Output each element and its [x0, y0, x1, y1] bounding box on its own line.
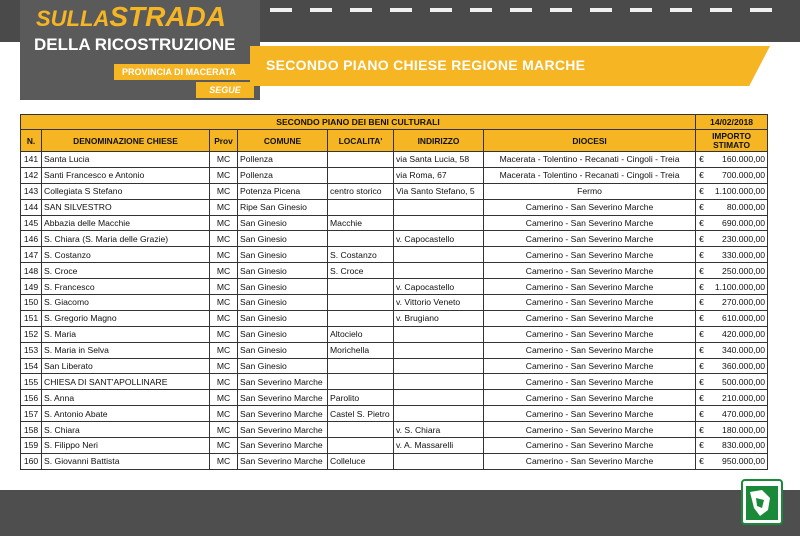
cell-indirizzo — [394, 406, 484, 422]
importo-value: 80.000,00 — [726, 202, 766, 213]
cell-importo — [696, 358, 768, 374]
cell-n: 149 — [21, 279, 42, 295]
churches-table — [20, 114, 768, 470]
table-row — [21, 453, 768, 469]
cell-diocesi: Camerino - San Severino Marche — [484, 326, 696, 342]
road-dash — [470, 8, 492, 12]
currency-symbol: € — [699, 154, 704, 165]
cell-indirizzo: Via Santo Stefano, 5 — [394, 183, 484, 199]
cell-diocesi: Fermo — [484, 183, 696, 199]
cell-prov: MC — [210, 279, 238, 295]
cell-comune: Pollenza — [238, 167, 328, 183]
road-dash — [630, 8, 652, 12]
cell-localita — [328, 167, 394, 183]
cell-denominazione: S. Maria in Selva — [42, 342, 210, 358]
table-row — [21, 152, 768, 168]
cell-indirizzo — [394, 247, 484, 263]
cell-n: 154 — [21, 358, 42, 374]
cell-indirizzo — [394, 390, 484, 406]
cell-indirizzo: v. A. Massarelli — [394, 438, 484, 454]
cell-importo — [696, 167, 768, 183]
cell-indirizzo: v. Brugiano — [394, 310, 484, 326]
cell-localita — [328, 438, 394, 454]
cell-comune: San Ginesio — [238, 247, 328, 263]
cell-indirizzo — [394, 358, 484, 374]
col-header-n: N. — [21, 130, 42, 152]
cell-n: 157 — [21, 406, 42, 422]
cell-comune: San Ginesio — [238, 215, 328, 231]
cell-prov: MC — [210, 406, 238, 422]
road-dash — [670, 8, 692, 12]
importo-value: 330.000,00 — [722, 249, 766, 260]
col-header-comune: COMUNE — [238, 130, 328, 152]
cell-localita: centro storico — [328, 183, 394, 199]
importo-value: 1.100.000,00 — [714, 186, 766, 197]
cell-diocesi: Macerata - Tolentino - Recanati - Cingoli - Treia — [484, 167, 696, 183]
cell-denominazione: S. Gregorio Magno — [42, 310, 210, 326]
cell-comune: San Ginesio — [238, 279, 328, 295]
importo-value: 180.000,00 — [722, 424, 766, 435]
col-header-diocesi: DIOCESI — [484, 130, 696, 152]
cell-n: 155 — [21, 374, 42, 390]
cell-denominazione: Santi Francesco e Antonio — [42, 167, 210, 183]
importo-value: 700.000,00 — [722, 170, 766, 181]
cell-localita — [328, 374, 394, 390]
cell-prov: MC — [210, 422, 238, 438]
cell-importo — [696, 390, 768, 406]
currency-symbol: € — [699, 265, 704, 276]
cell-comune: San Ginesio — [238, 358, 328, 374]
table-date: 14/02/2018 — [696, 115, 768, 130]
table-title: SECONDO PIANO DEI BENI CULTURALI — [21, 115, 696, 130]
cell-n: 152 — [21, 326, 42, 342]
page-title: SECONDO PIANO CHIESE REGIONE MARCHE — [266, 57, 586, 73]
cell-n: 159 — [21, 438, 42, 454]
col-header-denominazione: DENOMINAZIONE CHIESE — [42, 130, 210, 152]
cell-comune: San Severino Marche — [238, 422, 328, 438]
cell-importo — [696, 422, 768, 438]
table-row — [21, 438, 768, 454]
table-row — [21, 279, 768, 295]
cell-diocesi: Camerino - San Severino Marche — [484, 295, 696, 311]
table-row — [21, 406, 768, 422]
footer-road-band — [0, 490, 800, 536]
cell-localita: Castel S. Pietro — [328, 406, 394, 422]
col-header-importo: IMPORTO STIMATO — [696, 130, 768, 152]
cell-indirizzo — [394, 199, 484, 215]
importo-value: 360.000,00 — [722, 361, 766, 372]
currency-symbol: € — [699, 408, 704, 419]
importo-value: 230.000,00 — [722, 233, 766, 244]
cell-diocesi: Camerino - San Severino Marche — [484, 279, 696, 295]
cell-comune: San Severino Marche — [238, 406, 328, 422]
currency-symbol: € — [699, 170, 704, 181]
cell-localita — [328, 422, 394, 438]
currency-symbol: € — [699, 392, 704, 403]
cell-comune: San Ginesio — [238, 263, 328, 279]
cell-prov: MC — [210, 342, 238, 358]
provincia-label: PROVINCIA DI MACERATA — [122, 67, 236, 77]
cell-denominazione: Abbazia delle Macchie — [42, 215, 210, 231]
currency-symbol: € — [699, 329, 704, 340]
cell-importo — [696, 215, 768, 231]
cell-localita — [328, 358, 394, 374]
col-header-prov: Prov — [210, 130, 238, 152]
cell-denominazione: San Liberato — [42, 358, 210, 374]
cell-denominazione: S. Giovanni Battista — [42, 453, 210, 469]
cell-diocesi: Camerino - San Severino Marche — [484, 231, 696, 247]
importo-value: 420.000,00 — [722, 329, 766, 340]
cell-importo — [696, 406, 768, 422]
table-row — [21, 342, 768, 358]
cell-denominazione: S. Francesco — [42, 279, 210, 295]
table-row — [21, 167, 768, 183]
cell-denominazione: Santa Lucia — [42, 152, 210, 168]
table-row — [21, 422, 768, 438]
cell-diocesi: Camerino - San Severino Marche — [484, 374, 696, 390]
brand-line1-big: STRADA — [109, 1, 226, 32]
cell-comune: Pollenza — [238, 152, 328, 168]
table-row — [21, 295, 768, 311]
cell-indirizzo — [394, 263, 484, 279]
table-body — [21, 152, 768, 470]
cell-prov: MC — [210, 326, 238, 342]
cell-n: 148 — [21, 263, 42, 279]
cell-prov: MC — [210, 183, 238, 199]
currency-symbol: € — [699, 281, 704, 292]
currency-symbol: € — [699, 233, 704, 244]
cell-localita — [328, 279, 394, 295]
cell-comune: San Ginesio — [238, 342, 328, 358]
cell-denominazione: S. Antonio Abate — [42, 406, 210, 422]
cell-comune: Ripe San Ginesio — [238, 199, 328, 215]
cell-denominazione: S. Chiara (S. Maria delle Grazie) — [42, 231, 210, 247]
brand-line2: DELLA RICOSTRUZIONE — [34, 35, 236, 54]
table-row — [21, 358, 768, 374]
cell-prov: MC — [210, 295, 238, 311]
table-row — [21, 215, 768, 231]
cell-importo — [696, 326, 768, 342]
currency-symbol: € — [699, 186, 704, 197]
importo-value: 690.000,00 — [722, 218, 766, 228]
cell-diocesi: Camerino - San Severino Marche — [484, 358, 696, 374]
table-row — [21, 247, 768, 263]
cell-denominazione: Collegiata S Stefano — [42, 183, 210, 199]
cell-localita — [328, 295, 394, 311]
cell-prov: MC — [210, 438, 238, 454]
cell-diocesi: Camerino - San Severino Marche — [484, 438, 696, 454]
cell-n: 151 — [21, 310, 42, 326]
importo-value: 210.000,00 — [722, 392, 766, 403]
cell-prov: MC — [210, 263, 238, 279]
importo-value: 250.000,00 — [722, 265, 766, 276]
cell-indirizzo: via Roma, 67 — [394, 167, 484, 183]
cell-prov: MC — [210, 390, 238, 406]
cell-importo — [696, 342, 768, 358]
cell-indirizzo: v. Capocastello — [394, 279, 484, 295]
cell-n: 160 — [21, 453, 42, 469]
cell-comune: San Severino Marche — [238, 453, 328, 469]
table-row — [21, 310, 768, 326]
cell-indirizzo — [394, 215, 484, 231]
cell-localita: S. Croce — [328, 263, 394, 279]
road-dash — [270, 8, 292, 12]
cell-diocesi: Camerino - San Severino Marche — [484, 422, 696, 438]
cell-denominazione: S. Anna — [42, 390, 210, 406]
cell-prov: MC — [210, 231, 238, 247]
cell-indirizzo — [394, 326, 484, 342]
cell-comune: San Severino Marche — [238, 374, 328, 390]
cell-localita: Altocielo — [328, 326, 394, 342]
table-row — [21, 199, 768, 215]
regione-marche-logo-icon — [740, 478, 784, 526]
cell-importo — [696, 295, 768, 311]
cell-n: 143 — [21, 183, 42, 199]
importo-value: 340.000,00 — [722, 345, 766, 356]
cell-indirizzo — [394, 342, 484, 358]
cell-denominazione: S. Croce — [42, 263, 210, 279]
road-dash — [310, 8, 332, 12]
currency-symbol: € — [699, 456, 704, 467]
cell-importo — [696, 183, 768, 199]
currency-symbol: € — [699, 345, 704, 356]
cell-denominazione: S. Filippo Neri — [42, 438, 210, 454]
cell-prov: MC — [210, 374, 238, 390]
cell-localita: Macchie — [328, 215, 394, 231]
road-dash — [350, 8, 372, 12]
currency-symbol: € — [699, 202, 704, 213]
cell-diocesi: Camerino - San Severino Marche — [484, 263, 696, 279]
cell-diocesi: Camerino - San Severino Marche — [484, 453, 696, 469]
cell-n: 142 — [21, 167, 42, 183]
cell-denominazione: S. Giacomo — [42, 295, 210, 311]
cell-denominazione: S. Chiara — [42, 422, 210, 438]
cell-n: 146 — [21, 231, 42, 247]
cell-comune: San Ginesio — [238, 326, 328, 342]
cell-n: 145 — [21, 215, 42, 231]
cell-localita — [328, 152, 394, 168]
cell-comune: San Ginesio — [238, 295, 328, 311]
cell-importo — [696, 263, 768, 279]
road-dash — [590, 8, 612, 12]
road-dash — [430, 8, 452, 12]
cell-localita: Colleluce — [328, 453, 394, 469]
currency-symbol: € — [699, 313, 704, 324]
cell-denominazione: CHIESA DI SANT'APOLLINARE — [42, 374, 210, 390]
cell-prov: MC — [210, 167, 238, 183]
cell-prov: MC — [210, 310, 238, 326]
cell-n: 153 — [21, 342, 42, 358]
cell-n: 158 — [21, 422, 42, 438]
table-row — [21, 183, 768, 199]
cell-localita — [328, 310, 394, 326]
cell-comune: San Ginesio — [238, 231, 328, 247]
table-row — [21, 390, 768, 406]
cell-localita — [328, 231, 394, 247]
cell-denominazione: SAN SILVESTRO — [42, 199, 210, 215]
importo-value: 610.000,00 — [722, 313, 766, 324]
road-dash — [390, 8, 412, 12]
cell-importo — [696, 438, 768, 454]
cell-diocesi: Camerino - San Severino Marche — [484, 390, 696, 406]
road-dash — [710, 8, 732, 12]
cell-localita — [328, 199, 394, 215]
cell-prov: MC — [210, 152, 238, 168]
currency-symbol: € — [699, 440, 704, 451]
cell-importo — [696, 247, 768, 263]
cell-diocesi: Camerino - San Severino Marche — [484, 342, 696, 358]
currency-symbol: € — [699, 361, 704, 372]
importo-value: 470.000,00 — [722, 408, 766, 419]
cell-indirizzo: v. Vittorio Veneto — [394, 295, 484, 311]
road-dash — [550, 8, 572, 12]
cell-prov: MC — [210, 358, 238, 374]
cell-importo — [696, 231, 768, 247]
cell-diocesi: Camerino - San Severino Marche — [484, 199, 696, 215]
table-header-row — [21, 130, 768, 152]
currency-symbol: € — [699, 249, 704, 260]
road-dash — [750, 8, 772, 12]
cell-importo — [696, 199, 768, 215]
cell-importo — [696, 374, 768, 390]
cell-diocesi: Camerino - San Severino Marche — [484, 215, 696, 231]
segue-label: SEGUE — [196, 82, 254, 98]
cell-comune: San Severino Marche — [238, 438, 328, 454]
cell-n: 156 — [21, 390, 42, 406]
currency-symbol: € — [699, 376, 704, 387]
cell-localita: Morichella — [328, 342, 394, 358]
cell-indirizzo: via Santa Lucia, 58 — [394, 152, 484, 168]
road-dash — [510, 8, 532, 12]
importo-value: 500.000,00 — [722, 376, 766, 387]
cell-localita: Parolito — [328, 390, 394, 406]
cell-n: 144 — [21, 199, 42, 215]
cell-diocesi: Camerino - San Severino Marche — [484, 310, 696, 326]
cell-denominazione: S. Maria — [42, 326, 210, 342]
table-title-row — [21, 115, 768, 130]
table-row — [21, 374, 768, 390]
cell-diocesi: Camerino - San Severino Marche — [484, 247, 696, 263]
cell-importo — [696, 453, 768, 469]
brand-line1-small: SULLA — [36, 6, 110, 31]
table-row — [21, 326, 768, 342]
cell-prov: MC — [210, 199, 238, 215]
importo-value: 270.000,00 — [722, 297, 766, 308]
cell-diocesi: Macerata - Tolentino - Recanati - Cingoli - Treia — [484, 152, 696, 168]
currency-symbol: € — [699, 297, 704, 308]
cell-prov: MC — [210, 215, 238, 231]
cell-indirizzo — [394, 453, 484, 469]
importo-value: 830.000,00 — [722, 440, 766, 451]
cell-localita: S. Costanzo — [328, 247, 394, 263]
currency-symbol: € — [699, 424, 704, 435]
importo-value: 1.100.000,00 — [714, 281, 766, 292]
table-row — [21, 231, 768, 247]
cell-comune: Potenza Picena — [238, 183, 328, 199]
cell-importo — [696, 279, 768, 295]
cell-n: 150 — [21, 295, 42, 311]
table-row — [21, 263, 768, 279]
cell-prov: MC — [210, 453, 238, 469]
cell-importo — [696, 152, 768, 168]
cell-comune: San Ginesio — [238, 310, 328, 326]
cell-n: 147 — [21, 247, 42, 263]
currency-symbol: € — [699, 218, 704, 228]
cell-diocesi: Camerino - San Severino Marche — [484, 406, 696, 422]
cell-n: 141 — [21, 152, 42, 168]
cell-indirizzo: v. S. Chiara — [394, 422, 484, 438]
cell-comune: San Severino Marche — [238, 390, 328, 406]
col-header-localita: LOCALITA' — [328, 130, 394, 152]
col-header-indirizzo: INDIRIZZO — [394, 130, 484, 152]
cell-prov: MC — [210, 247, 238, 263]
importo-value: 160.000,00 — [722, 154, 766, 165]
cell-denominazione: S. Costanzo — [42, 247, 210, 263]
importo-value: 950.000,00 — [722, 456, 766, 467]
cell-importo — [696, 310, 768, 326]
cell-indirizzo: v. Capocastello — [394, 231, 484, 247]
cell-indirizzo — [394, 374, 484, 390]
